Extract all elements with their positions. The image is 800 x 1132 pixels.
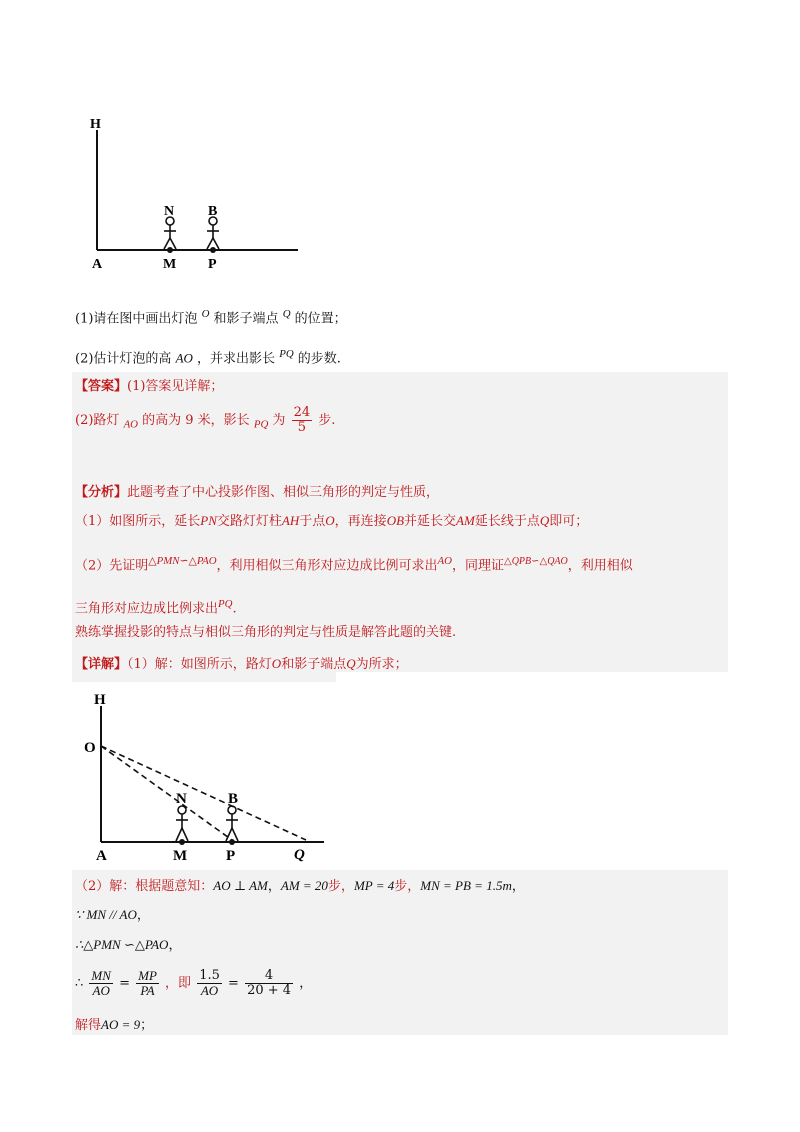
label-H: H	[90, 117, 101, 132]
label-H: H	[94, 692, 106, 708]
detail-line-4: ∴△PMN ∽△PAO，	[75, 937, 182, 953]
label-B: B	[228, 791, 239, 807]
detail-line-3: ∵ MN // AO，	[75, 907, 150, 923]
analysis-line-1: 【分析】此题考查了中心投影作图、相似三角形的判定与性质，	[75, 485, 440, 500]
label-P: P	[226, 848, 236, 864]
label-P: P	[208, 257, 217, 272]
question-2: (2)估计灯泡的高 AO ，并求出影长 $^{PQ}$ 的步数.	[75, 348, 341, 367]
label-M: M	[173, 848, 188, 864]
figure-1	[80, 110, 310, 275]
analysis-line-3: （2）先证明$^{\triangle PMN∽\triangle PAO}$，利用相似三角形对应边成比例可求出$^{AO}$，同理证$^{\triangle QPB∽\triangle QAO}$，利用相似	[75, 555, 633, 574]
person-mn	[164, 217, 176, 249]
detail-line-6: 解得AO = 9；	[75, 1017, 154, 1033]
analysis-line-4: 三角形对应边成比例求出$^{PQ}$.	[75, 598, 237, 617]
analysis-line-2: （1）如图所示，延长PN交路灯灯柱AH于点O，再连接OB并延长交AM延长线于点Q即可；	[75, 513, 589, 529]
label-M: M	[163, 257, 177, 272]
answer-line-1: 【答案】(1)答案见详解；	[75, 379, 224, 394]
label-A: A	[96, 848, 107, 864]
label-N: N	[176, 791, 187, 807]
analysis-line-5: 熟练掌握投影的特点与相似三角形的判定与性质是解答此题的关键.	[75, 625, 457, 640]
person-pb	[207, 217, 219, 249]
label-N: N	[164, 204, 175, 219]
detail-line-2: （2）解：根据题意知：AO ⊥ AM，AM = 20步，MP = 4步，MN = PB = 1.5m，	[75, 878, 525, 894]
label-Q: Q	[294, 847, 305, 863]
figure-2	[72, 682, 336, 870]
detail-line-5: ∴ $\frac{MN}{AO}$ = $\frac{MP}{PA}$ ，即 $\frac{1.5}{AO}$ = $\frac{4}{20 + 4}$ ，	[75, 968, 313, 998]
label-A: A	[92, 257, 103, 272]
detail-line-1: 【详解】（1）解：如图所示，路灯O和影子端点Q为所求；	[75, 656, 408, 672]
question-1: (1)请在图中画出灯泡 $^O$ 和影子端点 $^Q$ 的位置；	[75, 308, 347, 327]
answer-line-2: (2)路灯 $_{AO}$ 的高为 9 米，影长 $_{PQ}$ 为 $\frac{24}{5}$ 步.	[75, 405, 336, 435]
label-B: B	[208, 204, 218, 219]
label-O: O	[84, 740, 96, 756]
